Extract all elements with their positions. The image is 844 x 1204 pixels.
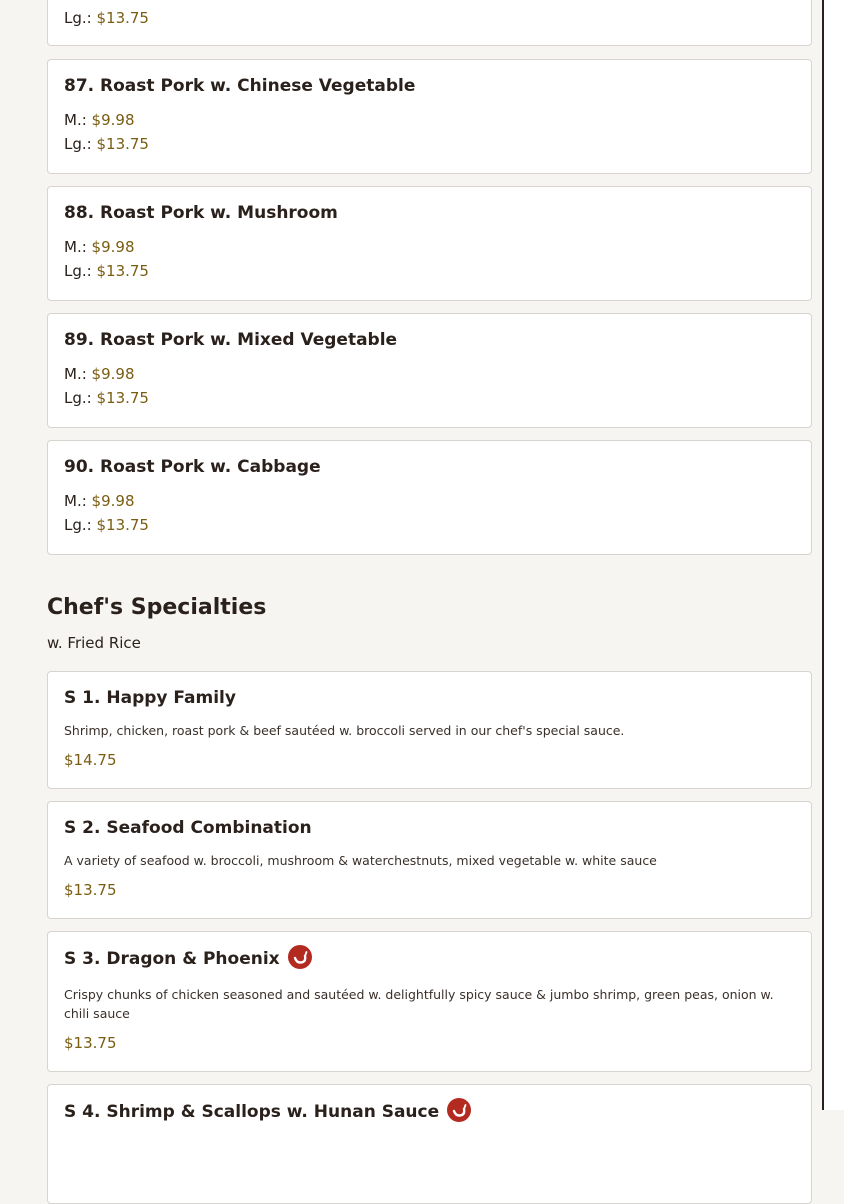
dish-title: S 2. Seafood Combination bbox=[64, 818, 312, 838]
dish-title: 87. Roast Pork w. Chinese Vegetable bbox=[64, 76, 416, 96]
price-large bbox=[64, 516, 149, 534]
size-label: Lg.: bbox=[64, 9, 92, 27]
dish-title-row bbox=[64, 947, 312, 971]
menu-item-card[interactable] bbox=[47, 313, 812, 428]
dish-title: 90. Roast Pork w. Cabbage bbox=[64, 457, 321, 477]
price-medium bbox=[64, 238, 135, 256]
dish-title: 88. Roast Pork w. Mushroom bbox=[64, 203, 338, 223]
size-label: Lg.: bbox=[64, 262, 92, 280]
menu-item-card[interactable] bbox=[47, 59, 812, 174]
menu-item-card[interactable] bbox=[47, 671, 812, 789]
menu-item-card[interactable] bbox=[47, 440, 812, 555]
dish-title: S 4. Shrimp & Scallops w. Hunan Sauce bbox=[64, 1102, 440, 1122]
size-label: Lg.: bbox=[64, 135, 92, 153]
price-amount: $13.75 bbox=[96, 262, 149, 280]
section-title: Chef's Specialties bbox=[47, 595, 267, 620]
size-label: M.: bbox=[64, 492, 87, 510]
price-large bbox=[64, 9, 149, 27]
price-amount: $13.75 bbox=[96, 389, 149, 407]
dish-description: A variety of seafood w. broccoli, mushroom & waterchestnuts, mixed vegetable w. white sauce bbox=[64, 853, 657, 868]
size-label: M.: bbox=[64, 238, 87, 256]
price-medium bbox=[64, 111, 135, 129]
size-label: Lg.: bbox=[64, 516, 92, 534]
chili-pepper-icon bbox=[288, 945, 312, 969]
side-panel-edge bbox=[822, 0, 844, 1110]
menu-item-card[interactable] bbox=[47, 186, 812, 301]
menu-item-card[interactable] bbox=[47, 0, 812, 46]
dish-title: S 3. Dragon & Phoenix bbox=[64, 949, 280, 969]
dish-title: S 1. Happy Family bbox=[64, 688, 236, 708]
section-subtitle: w. Fried Rice bbox=[47, 634, 141, 652]
dish-price: $13.75 bbox=[64, 881, 117, 899]
price-amount: $13.75 bbox=[96, 9, 149, 27]
price-large bbox=[64, 389, 149, 407]
price-amount: $13.75 bbox=[96, 516, 149, 534]
size-label: M.: bbox=[64, 111, 87, 129]
price-medium bbox=[64, 365, 135, 383]
size-label: Lg.: bbox=[64, 389, 92, 407]
price-large bbox=[64, 135, 149, 153]
dish-price: $14.75 bbox=[64, 751, 117, 769]
size-label: M.: bbox=[64, 365, 87, 383]
menu-item-card[interactable] bbox=[47, 801, 812, 919]
price-medium bbox=[64, 492, 135, 510]
dish-description: Crispy chunks of chicken seasoned and sautéed w. delightfully spicy sauce & jumbo shrimp, green peas, onion w. chili sauce bbox=[64, 987, 774, 1021]
price-amount: $9.98 bbox=[91, 365, 135, 383]
price-amount: $9.98 bbox=[91, 238, 135, 256]
price-large bbox=[64, 262, 149, 280]
chili-pepper-icon bbox=[447, 1098, 471, 1122]
menu-item-card[interactable] bbox=[47, 931, 812, 1072]
price-amount: $9.98 bbox=[91, 492, 135, 510]
price-amount: $13.75 bbox=[96, 135, 149, 153]
dish-price: $13.75 bbox=[64, 1034, 117, 1052]
menu-item-card[interactable] bbox=[47, 1084, 812, 1204]
dish-description: Shrimp, chicken, roast pork & beef sautéed w. broccoli served in our chef's special sauce. bbox=[64, 723, 625, 738]
menu-column bbox=[47, 0, 812, 1122]
dish-title-row bbox=[64, 1100, 471, 1124]
dish-title: 89. Roast Pork w. Mixed Vegetable bbox=[64, 330, 398, 350]
price-amount: $9.98 bbox=[91, 111, 135, 129]
